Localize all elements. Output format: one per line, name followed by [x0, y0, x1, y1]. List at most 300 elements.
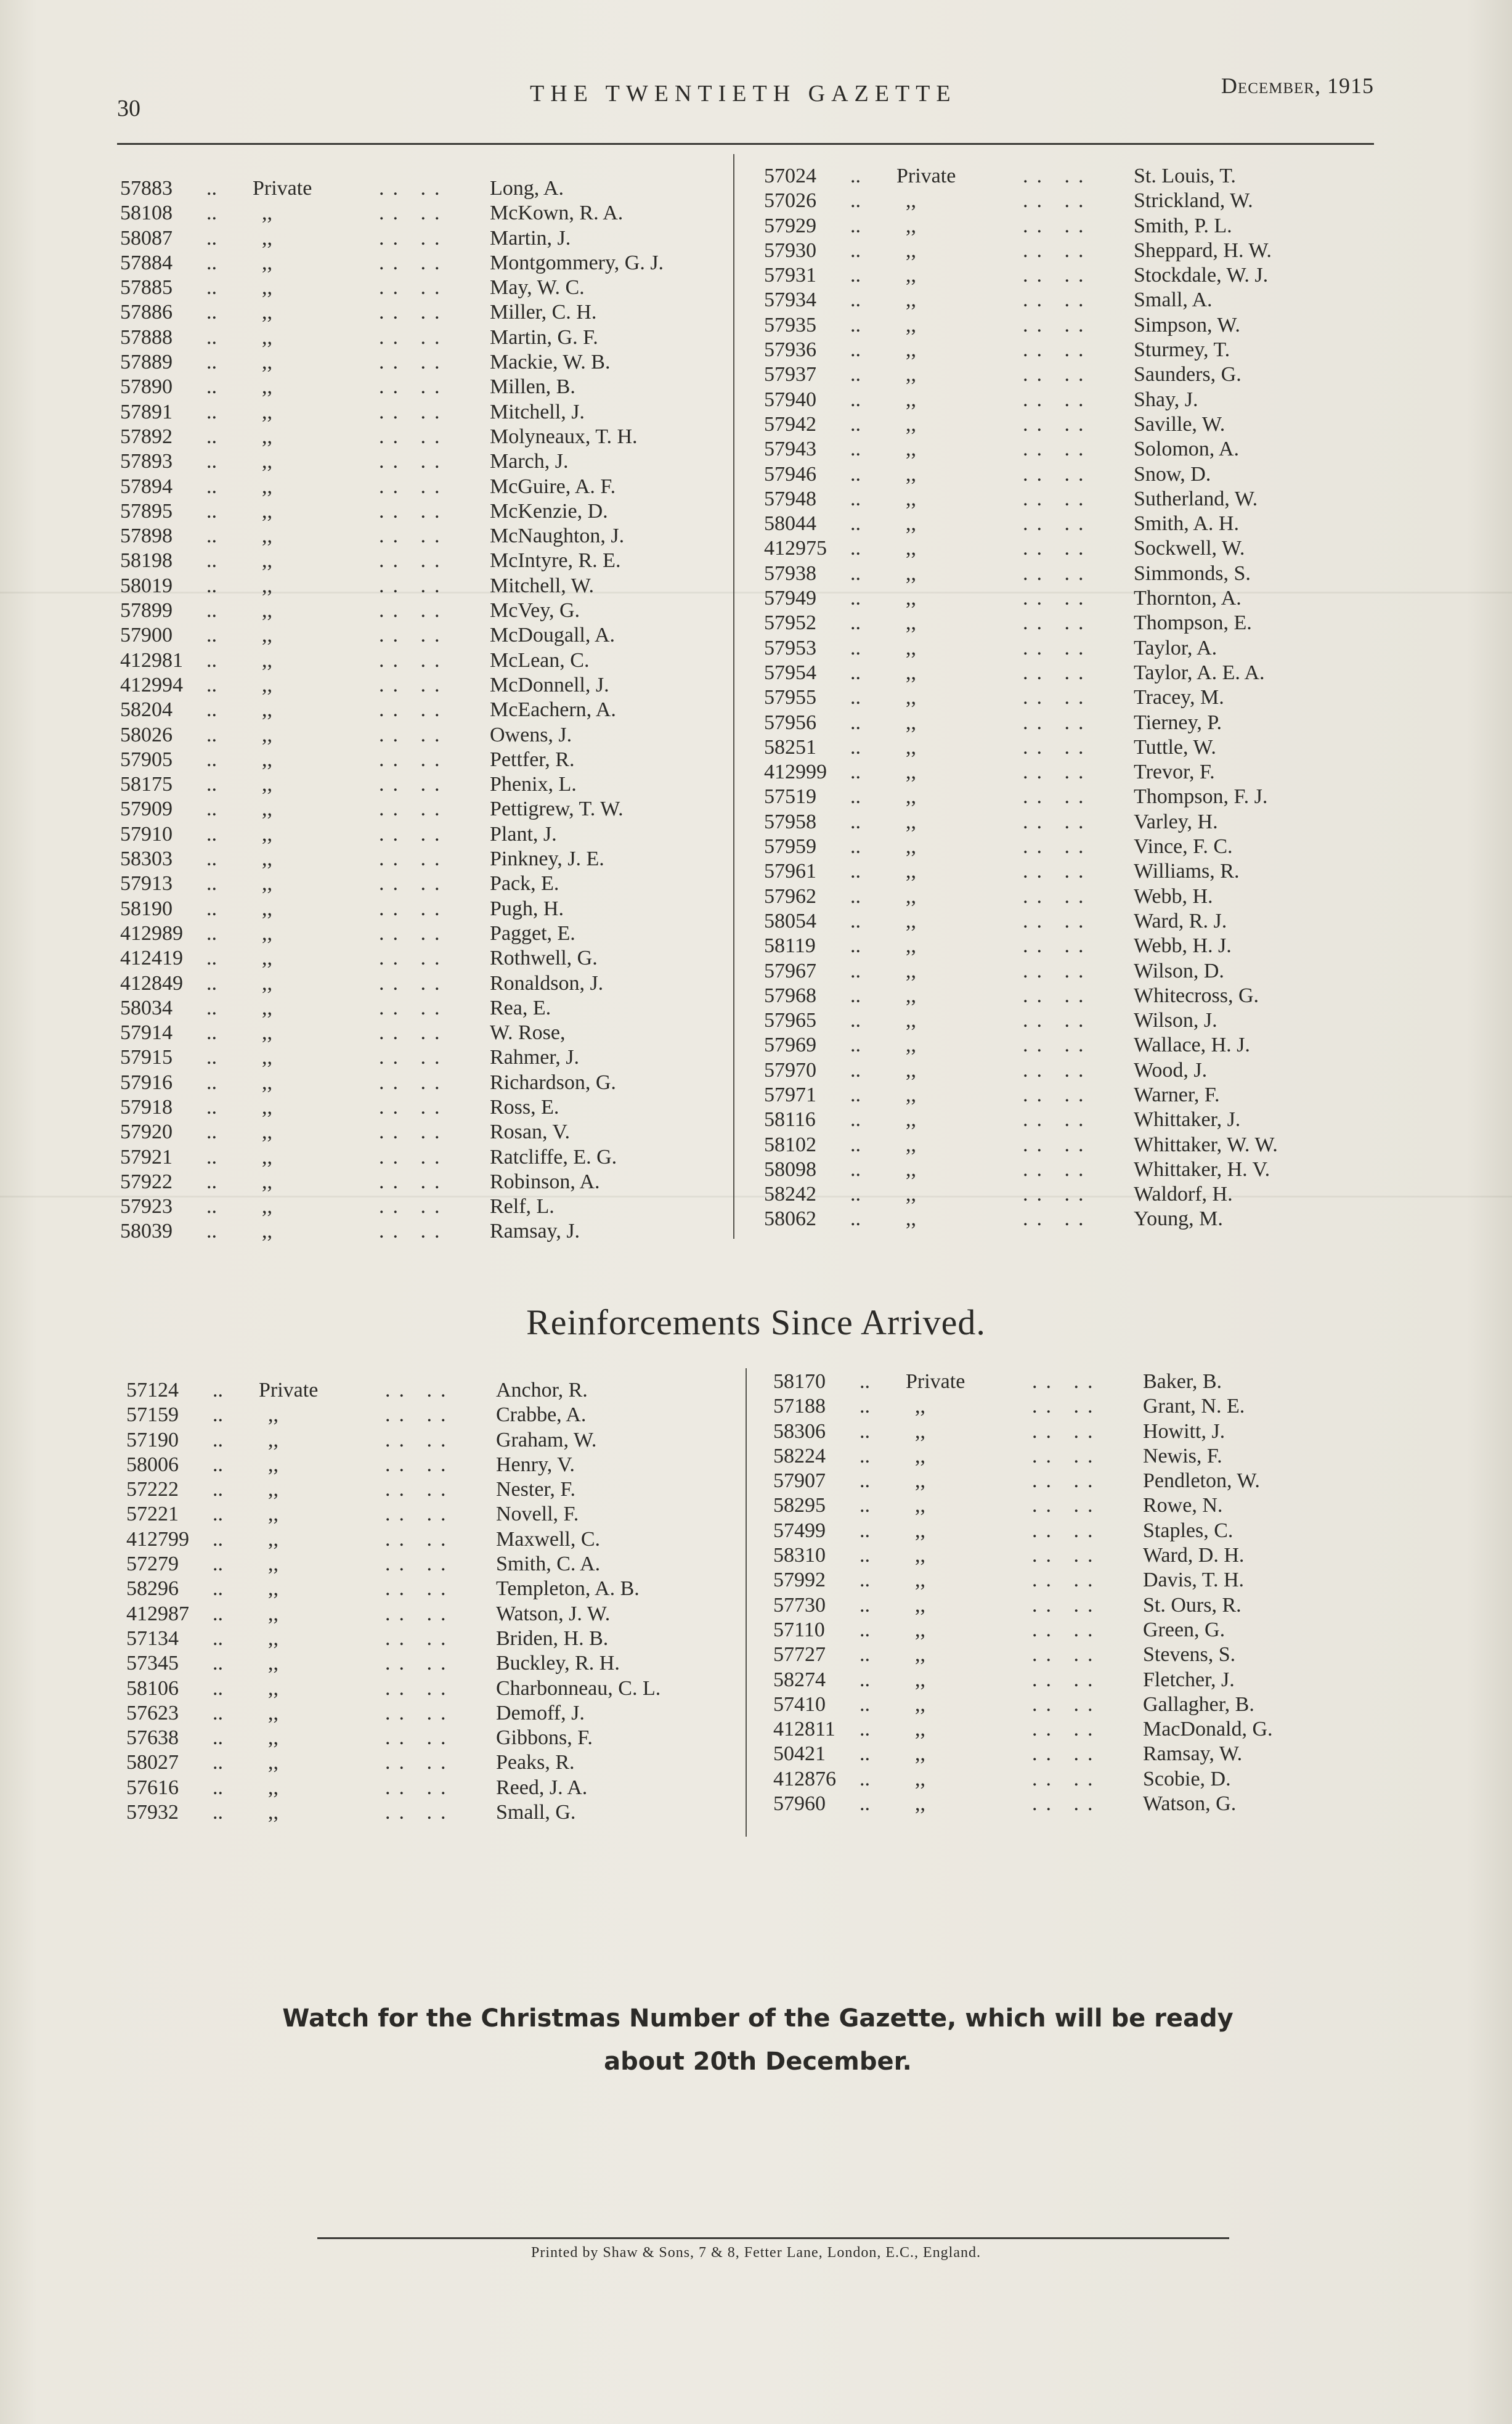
leader-dots: .. ..	[385, 1553, 455, 1576]
service-number: 57884	[120, 251, 173, 274]
service-number: 58204	[120, 698, 173, 722]
rank: ,,	[262, 599, 272, 622]
leader-dots: .. ..	[1023, 165, 1092, 187]
service-number: 57916	[120, 1071, 173, 1094]
leader-dots: ..	[850, 785, 861, 809]
leader-dots: ..	[206, 847, 217, 871]
leader-dots: .. ..	[379, 425, 449, 448]
leader-dots: ..	[213, 1503, 223, 1526]
section-title: Reinforcements Since Arrived.	[526, 1302, 986, 1342]
roster-row	[764, 487, 1380, 512]
rank: ,,	[915, 1519, 925, 1542]
service-number: 57936	[764, 338, 816, 362]
service-number: 58175	[120, 773, 173, 796]
soldier-name: McDonnell, J.	[490, 673, 609, 696]
service-number: 57929	[764, 214, 816, 237]
leader-dots: ..	[206, 624, 217, 647]
rank: ,,	[915, 1444, 925, 1467]
rank: ,,	[915, 1569, 925, 1592]
leader-dots: .. ..	[1023, 1009, 1092, 1032]
leader-dots: ..	[213, 1527, 223, 1551]
soldier-name: Pagget, E.	[490, 921, 575, 945]
service-number: 57969	[764, 1034, 816, 1057]
roster-row	[120, 1120, 736, 1145]
service-number: 57956	[764, 711, 816, 734]
soldier-name: Sutherland, W.	[1134, 487, 1258, 510]
rank: ,,	[262, 351, 272, 374]
rank: ,,	[906, 1183, 916, 1206]
printer-imprint: Printed by Shaw & Sons, 7 & 8, Fetter Lane, London, E.C., England.	[531, 2245, 981, 2261]
service-number: 57188	[773, 1395, 826, 1418]
service-number: 57921	[120, 1145, 173, 1169]
soldier-name: Small, A.	[1134, 288, 1213, 312]
rank: ,,	[268, 1577, 278, 1601]
soldier-name: Rosan, V.	[490, 1120, 571, 1144]
leader-dots: ..	[206, 1170, 217, 1193]
soldier-name: Fletcher, J.	[1143, 1668, 1235, 1691]
leader-dots: ..	[206, 798, 217, 821]
leader-dots: ..	[206, 773, 217, 796]
roster-row	[126, 1502, 742, 1527]
leader-dots: .. ..	[1023, 1183, 1092, 1206]
soldier-name: Pendleton, W.	[1143, 1469, 1260, 1493]
leader-dots: ..	[206, 574, 217, 597]
service-number: 412419	[120, 947, 183, 970]
roster-row	[120, 623, 736, 648]
roster-row	[126, 1750, 742, 1775]
rank: ,,	[915, 1767, 925, 1790]
leader-dots: .. ..	[1023, 1207, 1092, 1231]
roster-row	[764, 1133, 1380, 1157]
soldier-name: Taylor, A. E. A.	[1134, 661, 1265, 684]
column-divider	[733, 154, 734, 1239]
roster-row	[126, 1776, 742, 1800]
column-divider	[746, 1368, 747, 1837]
service-number: 57886	[120, 301, 173, 324]
soldier-name: McGuire, A. F.	[490, 475, 616, 498]
leader-dots: ..	[850, 711, 861, 734]
soldier-name: Pinkney, J. E.	[490, 847, 604, 871]
leader-dots: .. ..	[379, 1195, 449, 1218]
roster-row	[764, 810, 1380, 835]
service-number: 58224	[773, 1444, 826, 1467]
soldier-name: Tierney, P.	[1134, 711, 1222, 734]
soldier-name: Whitecross, G.	[1134, 984, 1259, 1007]
roster-row	[120, 1170, 736, 1194]
rank: ,,	[262, 375, 272, 399]
rank: ,,	[262, 947, 272, 970]
rank: ,,	[268, 1428, 278, 1451]
rank: ,,	[906, 587, 916, 610]
service-number: 57940	[764, 388, 816, 411]
soldier-name: Strickland, W.	[1134, 189, 1253, 213]
leader-dots: .. ..	[1023, 388, 1092, 411]
leader-dots: ..	[850, 462, 861, 486]
rank: ,,	[262, 847, 272, 871]
leader-dots: ..	[850, 239, 861, 262]
roster-row	[120, 897, 736, 921]
leader-dots: ..	[850, 587, 861, 610]
leader-dots: .. ..	[1023, 686, 1092, 709]
service-number: 58274	[773, 1668, 826, 1691]
leader-dots: ..	[206, 351, 217, 374]
roster-row	[764, 1182, 1380, 1207]
service-number: 58190	[120, 897, 173, 920]
roster-row	[764, 561, 1380, 586]
leader-dots: .. ..	[1032, 1668, 1102, 1691]
roster-row	[764, 462, 1380, 487]
soldier-name: Simpson, W.	[1134, 313, 1240, 337]
leader-dots: ..	[860, 1494, 870, 1517]
rank: ,,	[906, 984, 916, 1007]
rank: ,,	[906, 761, 916, 784]
leader-dots: ..	[860, 1370, 870, 1393]
leader-dots: .. ..	[1023, 884, 1092, 908]
leader-dots: .. ..	[379, 773, 449, 796]
service-number: 57959	[764, 835, 816, 859]
page-number: 30	[117, 96, 140, 121]
leader-dots: .. ..	[1023, 860, 1092, 883]
soldier-name: Demoff, J.	[496, 1701, 585, 1724]
leader-dots: ..	[206, 971, 217, 995]
roster-row	[764, 636, 1380, 661]
rank: ,,	[262, 1021, 272, 1045]
roster-row	[126, 1726, 742, 1750]
leader-dots: .. ..	[1023, 338, 1092, 362]
roster-row	[126, 1626, 742, 1651]
rank: ,,	[906, 1207, 916, 1231]
leader-dots: ..	[850, 561, 861, 585]
leader-dots: .. ..	[385, 1379, 455, 1402]
service-number: 58108	[120, 202, 173, 225]
leader-dots: ..	[206, 1095, 217, 1119]
leader-dots: ..	[850, 984, 861, 1007]
soldier-name: Ratcliffe, E. G.	[490, 1145, 617, 1169]
soldier-name: St. Ours, R.	[1143, 1593, 1242, 1617]
leader-dots: .. ..	[1023, 239, 1092, 262]
soldier-name: Mitchell, W.	[490, 574, 595, 597]
leader-dots: ..	[850, 189, 861, 213]
leader-dots: .. ..	[1023, 959, 1092, 982]
service-number: 412811	[773, 1718, 835, 1741]
rank: ,,	[906, 388, 916, 411]
leader-dots: ..	[213, 1626, 223, 1650]
leader-dots: ..	[860, 1618, 870, 1641]
leader-dots: .. ..	[1032, 1692, 1102, 1716]
leader-dots: ..	[213, 1726, 223, 1750]
leader-dots: .. ..	[1032, 1569, 1102, 1592]
rank: ,,	[915, 1544, 925, 1567]
leader-dots: .. ..	[1032, 1767, 1102, 1790]
leader-dots: ..	[850, 512, 861, 536]
rank: ,,	[268, 1776, 278, 1799]
leader-dots: ..	[206, 375, 217, 399]
service-number: 57992	[773, 1569, 826, 1592]
rank: ,,	[915, 1692, 925, 1716]
rank: ,,	[262, 798, 272, 821]
leader-dots: .. ..	[385, 1503, 455, 1526]
soldier-name: Henry, V.	[496, 1453, 575, 1476]
roster-row	[120, 1045, 736, 1070]
leader-dots: .. ..	[1032, 1643, 1102, 1667]
page-header	[117, 73, 1374, 122]
rank: ,,	[915, 1395, 925, 1418]
rank: ,,	[268, 1527, 278, 1551]
service-number: 57905	[120, 748, 173, 771]
leader-dots: .. ..	[379, 325, 449, 349]
roster-row	[120, 1095, 736, 1120]
leader-dots: .. ..	[379, 400, 449, 423]
roster-row	[773, 1792, 1389, 1816]
roster-row	[120, 996, 736, 1021]
soldier-name: Wallace, H. J.	[1134, 1034, 1250, 1057]
leader-dots: .. ..	[1023, 1034, 1092, 1057]
leader-dots: .. ..	[385, 1652, 455, 1675]
leader-dots: .. ..	[379, 921, 449, 945]
service-number: 57953	[764, 636, 816, 659]
service-number: 58026	[120, 723, 173, 746]
leader-dots: .. ..	[385, 1751, 455, 1774]
leader-dots: ..	[850, 909, 861, 932]
leader-dots: .. ..	[1023, 487, 1092, 510]
leader-dots: .. ..	[1023, 984, 1092, 1007]
roster-row	[764, 984, 1380, 1008]
soldier-name: Miller, C. H.	[490, 301, 597, 324]
service-number: 57134	[126, 1626, 179, 1650]
leader-dots: ..	[850, 884, 861, 908]
leader-dots: .. ..	[1032, 1395, 1102, 1418]
soldier-name: Baker, B.	[1143, 1370, 1222, 1393]
rank: ,,	[262, 648, 272, 672]
leader-dots: ..	[213, 1453, 223, 1476]
rank: ,,	[915, 1668, 925, 1691]
rank: ,,	[262, 698, 272, 722]
leader-dots: .. ..	[385, 1602, 455, 1625]
soldier-name: Grant, N. E.	[1143, 1395, 1245, 1418]
leader-dots: .. ..	[385, 1701, 455, 1724]
roster-row	[120, 797, 736, 822]
leader-dots: ..	[850, 1009, 861, 1032]
rank: ,,	[906, 835, 916, 859]
leader-dots: .. ..	[1023, 214, 1092, 237]
service-number: 412981	[120, 648, 183, 672]
rank: ,,	[906, 189, 916, 213]
leader-dots: ..	[850, 487, 861, 510]
rank: ,,	[906, 561, 916, 585]
service-number: 58006	[126, 1453, 179, 1476]
leader-dots: .. ..	[379, 1145, 449, 1169]
leader-dots: .. ..	[379, 226, 449, 250]
roster-row	[764, 214, 1380, 239]
service-number: 58296	[126, 1577, 179, 1601]
soldier-name: McKenzie, D.	[490, 499, 608, 523]
leader-dots: ..	[850, 611, 861, 635]
soldier-name: Trevor, F.	[1134, 761, 1215, 784]
service-number: 57110	[773, 1618, 825, 1641]
leader-dots: .. ..	[379, 450, 449, 473]
roster-row	[120, 1194, 736, 1219]
leader-dots: ..	[206, 1195, 217, 1218]
roster-row	[120, 598, 736, 623]
service-number: 57971	[764, 1083, 816, 1106]
leader-dots: .. ..	[379, 971, 449, 995]
leader-dots: .. ..	[1023, 711, 1092, 734]
rank: ,,	[268, 1801, 278, 1824]
service-number: 57965	[764, 1009, 816, 1032]
leader-dots: .. ..	[1032, 1618, 1102, 1641]
rank: ,,	[262, 400, 272, 423]
roster-row	[126, 1527, 742, 1552]
leader-dots: .. ..	[1032, 1370, 1102, 1393]
roster-row	[773, 1369, 1389, 1394]
roster-row	[764, 189, 1380, 213]
roster-row	[764, 611, 1380, 635]
rank: ,,	[262, 822, 272, 846]
soldier-name: Smith, A. H.	[1134, 512, 1239, 536]
roster-row	[120, 574, 736, 598]
leader-dots: ..	[850, 1034, 861, 1057]
service-number: 57942	[764, 412, 816, 436]
soldier-name: Reed, J. A.	[496, 1776, 588, 1799]
leader-dots: .. ..	[379, 1071, 449, 1094]
rank: ,,	[906, 959, 916, 982]
soldier-name: Taylor, A.	[1134, 636, 1217, 659]
leader-dots: .. ..	[1023, 313, 1092, 337]
leader-dots: .. ..	[1023, 288, 1092, 312]
roster-row	[126, 1403, 742, 1427]
soldier-name: McKown, R. A.	[490, 202, 624, 225]
leader-dots: .. ..	[379, 351, 449, 374]
roster-row	[120, 772, 736, 797]
leader-dots: ..	[860, 1767, 870, 1790]
leader-dots: .. ..	[1023, 561, 1092, 585]
leader-dots: ..	[206, 276, 217, 300]
soldier-name: Relf, L.	[490, 1195, 555, 1218]
leader-dots: .. ..	[385, 1676, 455, 1700]
rank: ,,	[906, 1034, 916, 1057]
service-number: 57937	[764, 363, 816, 386]
roster-row	[773, 1469, 1389, 1493]
roster-row	[764, 1108, 1380, 1132]
roster-row	[120, 176, 736, 201]
roster-row	[773, 1618, 1389, 1643]
service-number: 412849	[120, 971, 183, 995]
service-number: 58044	[764, 512, 816, 536]
roster-row	[773, 1742, 1389, 1766]
roster-row	[120, 400, 736, 425]
roster-row	[773, 1419, 1389, 1444]
leader-dots: ..	[850, 1207, 861, 1231]
leader-dots: ..	[206, 301, 217, 324]
soldier-name: Sturmey, T.	[1134, 338, 1230, 362]
soldier-name: Martin, J.	[490, 226, 571, 250]
soldier-name: Thornton, A.	[1134, 587, 1242, 610]
roster-row	[773, 1394, 1389, 1419]
rank: ,,	[262, 450, 272, 473]
leader-dots: .. ..	[379, 673, 449, 696]
leader-dots: ..	[850, 934, 861, 958]
soldier-name: Waldorf, H.	[1134, 1183, 1233, 1206]
roster-row	[120, 226, 736, 251]
roster-row	[764, 661, 1380, 685]
service-number: 58119	[764, 934, 816, 958]
leader-dots: ..	[850, 313, 861, 337]
soldier-name: Watson, G.	[1143, 1792, 1237, 1816]
leader-dots: .. ..	[385, 1428, 455, 1451]
service-number: 57970	[764, 1058, 816, 1082]
leader-dots: .. ..	[1032, 1742, 1102, 1766]
service-number: 412987	[126, 1602, 189, 1625]
leader-dots: .. ..	[1023, 934, 1092, 958]
service-number: 57221	[126, 1503, 179, 1526]
service-number: 57124	[126, 1379, 179, 1402]
roster-row	[773, 1593, 1389, 1618]
leader-dots: ..	[850, 338, 861, 362]
service-number: 57967	[764, 959, 816, 982]
leader-dots: .. ..	[385, 1403, 455, 1427]
service-number: 58098	[764, 1157, 816, 1181]
service-number: 58170	[773, 1370, 826, 1393]
soldier-name: Webb, H.	[1134, 884, 1213, 908]
service-number: 57891	[120, 400, 173, 423]
rank: ,,	[915, 1593, 925, 1617]
rank: ,,	[906, 1133, 916, 1156]
leader-dots: .. ..	[1023, 835, 1092, 859]
service-number: 57954	[764, 661, 816, 684]
roster-row	[764, 288, 1380, 312]
soldier-name: Pettfer, R.	[490, 748, 575, 771]
rank: ,,	[906, 785, 916, 809]
service-number: 57499	[773, 1519, 826, 1542]
rank: ,,	[262, 723, 272, 746]
rank: ,,	[268, 1478, 278, 1501]
soldier-name: Smith, C. A.	[496, 1553, 601, 1576]
service-number: 58054	[764, 909, 816, 932]
leader-dots: .. ..	[379, 599, 449, 622]
rank: ,,	[262, 202, 272, 225]
rank: ,,	[262, 574, 272, 597]
leader-dots: ..	[206, 872, 217, 896]
leader-dots: ..	[206, 226, 217, 250]
leader-dots: .. ..	[1023, 761, 1092, 784]
service-number: 57913	[120, 872, 173, 896]
leader-dots: ..	[206, 450, 217, 473]
rank: ,,	[262, 971, 272, 995]
rank: ,,	[915, 1419, 925, 1443]
leader-dots: ..	[206, 425, 217, 448]
service-number: 57952	[764, 611, 816, 635]
leader-dots: .. ..	[385, 1776, 455, 1799]
soldier-name: Novell, F.	[496, 1503, 579, 1526]
roster-row	[773, 1692, 1389, 1717]
service-number: 57727	[773, 1643, 826, 1667]
service-number: 57889	[120, 351, 173, 374]
roster-row	[120, 871, 736, 896]
rank: ,,	[915, 1718, 925, 1741]
leader-dots: ..	[213, 1602, 223, 1625]
service-number: 58039	[120, 1220, 173, 1243]
leader-dots: .. ..	[1023, 636, 1092, 659]
leader-dots: ..	[850, 1108, 861, 1132]
roster-row	[764, 760, 1380, 785]
soldier-name: Snow, D.	[1134, 462, 1211, 486]
soldier-name: Whittaker, J.	[1134, 1108, 1241, 1132]
roster-row	[126, 1378, 742, 1403]
roster-row	[126, 1701, 742, 1726]
roster-row	[764, 388, 1380, 412]
soldier-name: McIntyre, R. E.	[490, 549, 621, 573]
roster-row	[126, 1577, 742, 1601]
